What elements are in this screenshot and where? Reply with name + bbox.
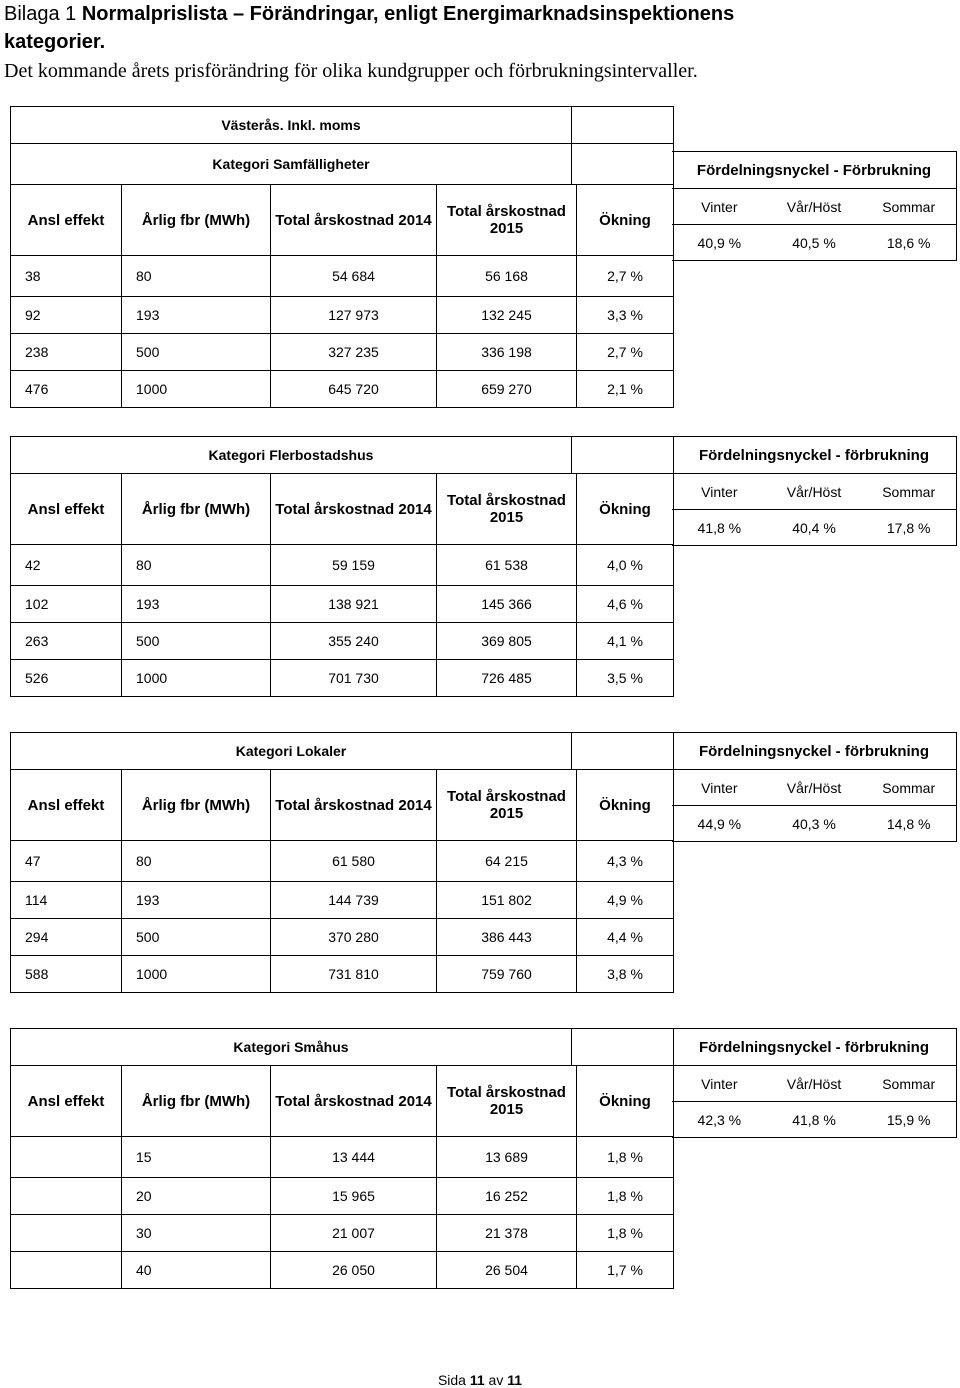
season-header: Vinter [701,483,738,500]
table-cell: 1,7 % [607,1262,643,1278]
season-value: 42,3 % [697,1111,742,1128]
column-header: Ansl effekt [11,185,122,255]
table-cell: 370 280 [271,919,437,955]
table-row [11,1215,673,1252]
distribution-key-title: Fördelningsnyckel - förbrukning [672,1029,956,1066]
category-title: Kategori Lokaler [11,733,572,769]
column-header: Ansl effekt [11,770,122,840]
distribution-key [672,732,957,842]
column-header: Total årskostnad 2015 [437,1066,577,1136]
table-cell: 80 [122,545,271,585]
table-row [11,623,673,660]
season-header: Vinter [701,1075,738,1092]
table-row [11,586,673,623]
column-header: Ökning [599,211,651,229]
season-value: 41,8 % [697,519,742,536]
table-row [11,334,673,371]
column-header: Ansl effekt [11,474,122,544]
table-cell: 588 [11,956,122,992]
table-cell: 386 443 [437,919,577,955]
table-cell: 476 [11,371,122,407]
table-cell: 138 921 [271,586,437,622]
table-cell: 2,7 % [607,344,643,360]
table-cell: 731 810 [271,956,437,992]
category-table [10,436,674,697]
table-cell: 759 760 [437,956,577,992]
table-cell: 4,3 % [607,853,643,869]
table-cell: 20 [122,1178,271,1214]
column-header: Ökning [599,1092,651,1110]
table-cell: 3,3 % [607,307,643,323]
table-row [11,256,673,297]
table-cell: 16 252 [437,1178,577,1214]
column-header: Total årskostnad 2014 [271,185,437,255]
table-cell: 26 050 [271,1252,437,1288]
table-cell [11,1137,122,1177]
table-cell: 30 [122,1215,271,1251]
table-cell: 500 [122,623,271,659]
table-cell: 238 [11,334,122,370]
season-value: 41,8 % [792,1111,836,1128]
season-value: 40,9 % [697,234,742,251]
column-header: Total årskostnad 2014 [271,770,437,840]
distribution-key-title: Fördelningsnyckel - förbrukning [672,437,956,474]
table-cell: 1000 [122,371,271,407]
table-cell [11,1215,122,1251]
table-cell: 38 [11,256,122,296]
table-cell: 114 [11,882,122,918]
table-row [11,545,673,586]
season-header: Sommar [882,198,936,215]
location-label: Västerås. Inkl. moms [11,107,572,143]
column-header: Total årskostnad 2014 [271,474,437,544]
table-cell: 701 730 [271,660,437,696]
table-cell: 21 378 [437,1215,577,1251]
table-cell [11,1178,122,1214]
table-cell: 1,8 % [607,1149,643,1165]
table-cell: 1,8 % [607,1225,643,1241]
table-cell: 355 240 [271,623,437,659]
table-cell: 659 270 [437,371,577,407]
table-cell: 726 485 [437,660,577,696]
season-header: Sommar [882,483,936,500]
table-cell: 645 720 [271,371,437,407]
table-cell: 132 245 [437,297,577,333]
table-cell: 15 [122,1137,271,1177]
table-cell: 151 802 [437,882,577,918]
table-cell: 4,4 % [607,929,643,945]
column-header: Årlig fbr (MWh) [122,474,271,544]
column-header: Årlig fbr (MWh) [122,770,271,840]
table-cell: 4,6 % [607,596,643,612]
table-cell: 500 [122,334,271,370]
table-row [11,1178,673,1215]
season-value: 14,8 % [886,815,931,832]
table-cell: 15 965 [271,1178,437,1214]
season-header: Vår/Höst [786,779,842,796]
season-header: Vinter [701,779,738,796]
category-table [10,1028,674,1289]
table-cell [11,1252,122,1288]
column-header: Ökning [599,500,651,518]
season-value: 40,4 % [792,519,836,536]
season-header: Vår/Höst [786,1075,842,1092]
table-cell: 3,8 % [607,966,643,982]
table-cell: 102 [11,586,122,622]
column-header: Total årskostnad 2015 [437,185,577,255]
table-cell: 1000 [122,660,271,696]
table-row [11,919,673,956]
season-value: 40,3 % [792,815,836,832]
table-cell: 327 235 [271,334,437,370]
table-cell: 64 215 [437,841,577,881]
category-table [10,106,674,408]
table-cell: 294 [11,919,122,955]
table-cell: 193 [122,297,271,333]
column-header: Årlig fbr (MWh) [122,1066,271,1136]
table-row [11,841,673,882]
table-cell: 3,5 % [607,670,643,686]
table-cell: 13 444 [271,1137,437,1177]
table-cell: 42 [11,545,122,585]
table-cell: 144 739 [271,882,437,918]
column-header: Årlig fbr (MWh) [122,185,271,255]
heading-line-3: Det kommande årets prisförändring för olika kundgrupper och förbrukningsintervaller. [4,60,698,82]
table-cell: 56 168 [437,256,577,296]
season-value: 18,6 % [886,234,931,251]
table-row [11,956,673,993]
table-cell: 80 [122,256,271,296]
table-cell: 4,1 % [607,633,643,649]
column-header: Ansl effekt [11,1066,122,1136]
column-header: Total årskostnad 2015 [437,770,577,840]
page-heading [4,0,956,86]
table-cell: 40 [122,1252,271,1288]
category-table [10,732,674,993]
table-cell: 61 580 [271,841,437,881]
table-cell: 526 [11,660,122,696]
season-value: 40,5 % [792,234,836,251]
season-header: Sommar [882,1075,936,1092]
category-title: Kategori Flerbostadshus [11,437,572,473]
table-row [11,1252,673,1289]
category-title: Kategori Småhus [11,1029,572,1065]
table-cell: 2,7 % [607,268,643,284]
table-cell: 4,9 % [607,892,643,908]
table-cell: 2,1 % [607,381,643,397]
table-cell: 61 538 [437,545,577,585]
table-cell: 500 [122,919,271,955]
season-value: 44,9 % [697,815,742,832]
table-cell: 80 [122,841,271,881]
distribution-key-title: Fördelningsnyckel - Förbrukning [672,152,956,189]
column-header: Total årskostnad 2014 [271,1066,437,1136]
table-row [11,371,673,408]
distribution-key-title: Fördelningsnyckel - förbrukning [672,733,956,770]
table-cell: 369 805 [437,623,577,659]
season-header: Vår/Höst [786,198,842,215]
table-cell: 263 [11,623,122,659]
table-cell: 13 689 [437,1137,577,1177]
season-header: Vinter [701,198,738,215]
table-cell: 193 [122,882,271,918]
column-header: Total årskostnad 2015 [437,474,577,544]
table-cell: 4,0 % [607,557,643,573]
distribution-key [672,151,957,261]
heading-line-2: kategorier. [4,31,106,53]
table-cell: 127 973 [271,297,437,333]
table-cell: 193 [122,586,271,622]
table-cell: 336 198 [437,334,577,370]
page-footer: Sida 11 av 11 [437,1372,523,1388]
table-cell: 47 [11,841,122,881]
distribution-key [672,1028,957,1138]
column-header: Ökning [599,796,651,814]
table-cell: 145 366 [437,586,577,622]
season-value: 17,8 % [886,519,931,536]
category-title: Kategori Samfälligheter [11,144,572,184]
season-value: 15,9 % [886,1111,931,1128]
table-cell: 26 504 [437,1252,577,1288]
table-row [11,297,673,334]
table-cell: 54 684 [271,256,437,296]
season-header: Vår/Höst [786,483,842,500]
table-row [11,1137,673,1178]
table-cell: 59 159 [271,545,437,585]
table-row [11,882,673,919]
table-cell: 1000 [122,956,271,992]
table-cell: 21 007 [271,1215,437,1251]
table-cell: 1,8 % [607,1188,643,1204]
table-row [11,660,673,697]
season-header: Sommar [882,779,936,796]
distribution-key [672,436,957,546]
table-cell: 92 [11,297,122,333]
heading-line-1: Bilaga 1 Normalprislista – Förändringar, enligt Energimarknadsinspektionens [4,3,735,25]
